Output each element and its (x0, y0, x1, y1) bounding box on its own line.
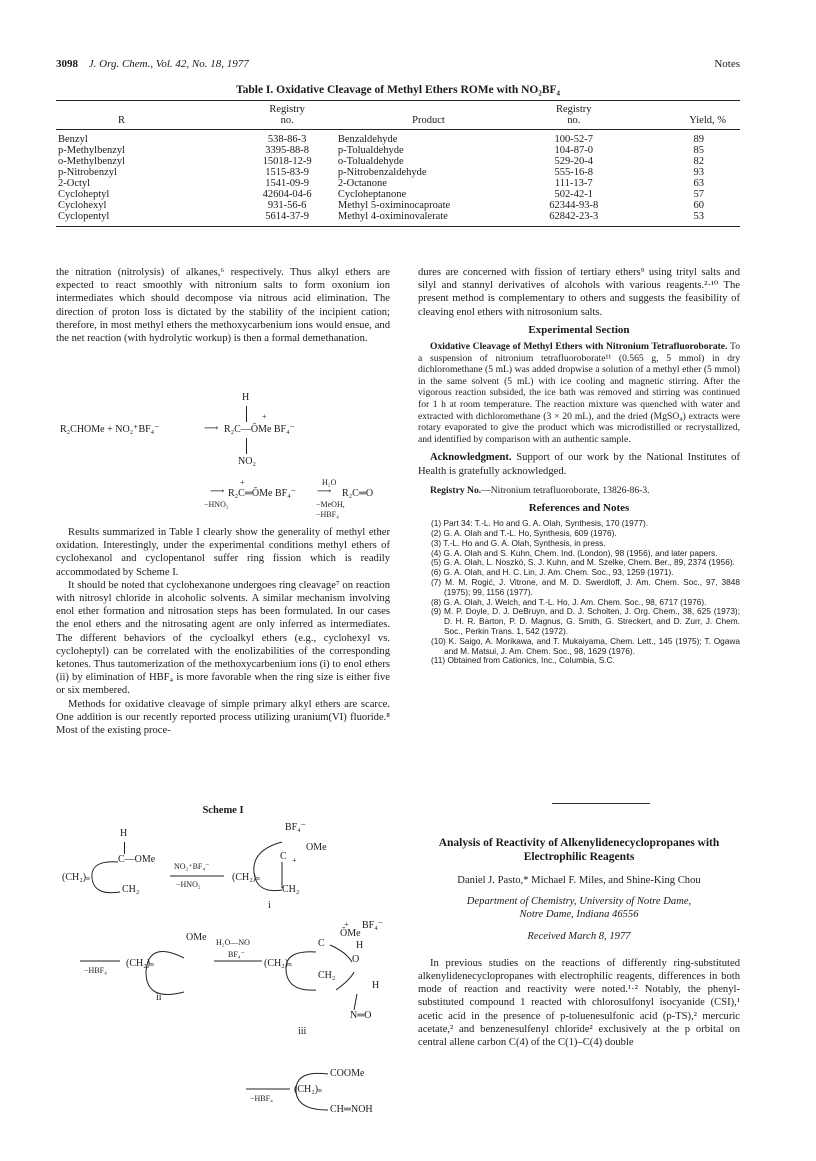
cell-product: Benzaldehyde (337, 134, 398, 145)
header-product: Product (336, 115, 521, 130)
scheme-c: C (318, 938, 325, 949)
reference-item: (4) G. A. Olah and S. Kuhn, Chem. Ind. (London), 98 (1956), and later papers. (431, 547, 718, 558)
ack-body: Support of our work by the National Institutes of Health is gratefully acknowledged. (418, 452, 740, 477)
scheme-h3: H (372, 980, 380, 991)
scheme-bf4b: BF₄⁻ (228, 950, 245, 959)
eq-plus: + (262, 412, 267, 421)
eq-arrow: ⟶ (317, 486, 332, 497)
cell-r: p-Methylbenzyl (58, 145, 126, 156)
scheme-minus-hno2: −HNO₂ (176, 880, 201, 889)
scheme-ome2: OMe (186, 932, 207, 943)
scheme-coome: COOMe (330, 1068, 365, 1079)
cell-reg: 111-13-7 (554, 178, 593, 189)
page-number: 3098 (56, 58, 78, 70)
eq-h: H (242, 392, 250, 403)
scheme-ch2n: (CH₂)ₙ (294, 1084, 323, 1095)
article-separator (552, 803, 650, 804)
scheme-h: H (120, 828, 128, 839)
reference-item: (8) G. A. Olah, J. Welch, and T.-L. Ho, J. Am. Chem. Soc., 98, 6717 (1976). (431, 596, 707, 607)
scheme-label-iii: iii (298, 1026, 307, 1037)
article-title: Analysis of Reactivity of Alkenylidenecyclopropanes with Electrophilic Reagents (438, 837, 720, 863)
scheme-minus-hbf4: −HBF₄ (84, 966, 107, 975)
reference-item: (10) K. Saigo, A. Morikawa, and T. Mukaiyama, Chem. Lett., 145 (1975); T. Ogawa and M. Matsui, J. Am. Chem. Soc., 98, 1629 (1976). (431, 635, 740, 656)
cell-reg: 100-52-7 (554, 134, 594, 145)
cell-reg: 1541-09-9 (265, 178, 309, 189)
cell-reg: 42604-04-6 (262, 189, 312, 200)
scheme-plus: + (344, 920, 349, 929)
paragraph: the nitration (nitrolysis) of alkanes,⁶ respectively. Thus alkyl ethers are expected to react smoothly with nitronium salts to form oxonium ion intermediates which should decompose via nitrous acid elimination. The direction of proton loss is dictated by the stability of the incipient cation; therefore, in most methyl ethers the methoxycarbenium ions would ensue, and the net reaction (with hydrolytic workup) is then a formal demethanation. (56, 267, 390, 345)
paragraph: dures are concerned with fission of tertiary ethers⁹ using trityl salts and silyl and stannyl derivatives of alcohols with various reagents.²·¹⁰ The present method is complementary to others and suggests the feasibility of cleaving enol ethers with nitrosonium salts. (418, 267, 740, 318)
cell-yield: 89 (693, 134, 704, 145)
paragraph: It should be noted that cyclohexanone undergoes ring cleavage⁷ on reaction with nitrosyl chloride in alcoholic solvents. A similar mechanism involving enol ether formation and nitrosation steps has been formulated. In our cases the enol ethers and the nitrosating agent are only inferred as intermediates. The different behaviors of the cycloalkyl ethers (e.g., cyclohexyl vs. cycloheptyl) can be correlated with the enolizabilities of the corresponding ketones. Thus tautomerization of the methoxycarbenium ions (i) to enol ethers (ii) by elimination of HBF₄ is more favorable when the ring size is either five or six membered. (56, 579, 390, 697)
paragraph: In previous studies on the reactions of differently ring-substituted alkenylidenecyclopropanes with electrophilic reagents, differences in both mode of reaction and reactivity were noted.¹·² Notably, the phenyl-substituted compound 1 reacted with chlorosulfonyl isocyanide (CSI),¹ acetic acid in the presence of p-toluenesulfonic acid (p-TS),² mercuric acetate,² and benzenesulfenyl chloride² exclusively at the p orbital on central allene carbon C(4) of the C(1)–C(4) double (418, 957, 740, 1049)
eq-lhs: R₂CHOMe + NO₂⁺BF₄⁻ (60, 424, 160, 435)
reference-item: (7) M. M. Rogić, J. Vitrone, and M. D. Swerdloff, J. Am. Chem. Soc., 97, 3848 (1975); 99, 1156 (1977). (431, 576, 740, 597)
eq-minus-hno2: −HNO₂ (204, 500, 229, 509)
affiliation-line: Department of Chemistry, University of Notre Dame, (466, 896, 692, 908)
scheme-ch2: CH₂ (282, 884, 300, 895)
header-registry: Registry (521, 101, 626, 116)
acknowledgment (418, 451, 740, 477)
cell-reg: 529-20-4 (554, 156, 594, 167)
cell-product: Cycloheptanone (337, 189, 407, 200)
eq-hbf4: −HBF₄ (316, 510, 339, 519)
right-column (418, 266, 740, 666)
registry-body: —Nitronium tetrafluoroborate, 13826-86-3. (481, 484, 650, 496)
cell-reg: 3395-88-8 (265, 145, 309, 156)
reference-item: (1) Part 34: T.-L. Ho and G. A. Olah, Synthesis, 170 (1977). (431, 518, 649, 529)
eq-arrow: ⟶ (210, 486, 225, 497)
cell-r: Cyclohexyl (58, 200, 107, 211)
reference-item: (6) G. A. Olah, and H. C. Lin, J. Am. Chem. Soc., 93, 1259 (1971). (431, 567, 674, 578)
cell-r: Cyclopentyl (56, 211, 238, 227)
cell-reg: 555-16-8 (554, 167, 594, 178)
scheme-ch2n: (CH₂)ₙ (264, 958, 293, 969)
cell-reg: 62842-23-3 (521, 211, 626, 227)
reference-item: (2) G. A. Olah and T.-L. Ho, Synthesis, 609 (1976). (431, 527, 617, 538)
header-no: no. (521, 115, 626, 130)
scheme-bf4c: BF₄⁻ (362, 920, 383, 931)
header-r: R (56, 115, 238, 130)
cell-product: Methyl 5-oximinocaproate (337, 200, 451, 211)
cell-product: o-Tolualdehyde (337, 156, 404, 167)
scheme-ch2n: (CH₂)ₙ (232, 872, 261, 883)
scheme-title: Scheme I (202, 805, 244, 816)
scheme-ch2: CH₂ (318, 970, 336, 981)
scheme-reagent: NO₂⁺BF₄⁻ (174, 862, 210, 871)
experimental-heading: Experimental Section (528, 323, 630, 336)
cell-reg: 5614-37-9 (238, 211, 336, 227)
scheme-c: C (280, 851, 287, 862)
scheme-h2: H (356, 940, 364, 951)
scheme-label-i: i (268, 900, 271, 911)
scheme-ch2n: (CH₂)ₙ (62, 872, 91, 883)
cell-yield: 57 (693, 189, 704, 200)
cell-reg: 1515-83-9 (265, 167, 309, 178)
cell-r: Benzyl (58, 134, 88, 145)
reference-item: (3) T.-L. Ho and G. A. Olah, Synthesis, in press. (431, 537, 606, 548)
eq-h2o: H₂O (322, 478, 337, 487)
experimental-paragraph (418, 341, 740, 445)
scheme-h2o-no: H₂O—NO (216, 938, 250, 947)
references-list (418, 519, 740, 666)
eq-meoh: −MeOH, (316, 500, 345, 509)
scheme-ch2n: (CH₂)ₙ (126, 958, 155, 969)
scheme-minus-hbf4b: −HBF₄ (250, 1094, 273, 1103)
scheme-ch2: CH₂ (122, 884, 140, 895)
scheme-ome: OMe (306, 842, 327, 853)
cell-reg: 931-56-6 (267, 200, 307, 211)
cell-yield: 60 (693, 200, 704, 211)
cell-reg: 104-87-0 (554, 145, 594, 156)
table-title: Table I. Oxidative Cleavage of Methyl Ethers ROMe with NO₂BF₄ (236, 84, 560, 96)
journal-citation: J. Org. Chem., Vol. 42, No. 18, 1977 (88, 58, 249, 70)
cell-yield: 93 (693, 167, 704, 178)
cell-reg: 538-86-3 (267, 134, 307, 145)
cell-yield: 85 (693, 145, 704, 156)
eq-no2: NO₂ (238, 456, 256, 467)
new-article (418, 836, 740, 1049)
scheme-o: O (352, 954, 360, 965)
paragraph: Results summarized in Table I clearly show the generality of methyl ether oxidation. Interestingly, under the experimental conditions methyl ethers of cyclohexanol and cyclopentanol suffer ring fission which is readily accommodated by Scheme I. (56, 527, 390, 578)
eq-plus: + (240, 478, 245, 487)
scheme-ch-noh: CH═NOH (330, 1104, 373, 1115)
cell-product: p-Tolualdehyde (337, 145, 404, 156)
eq-row2: R₂C═ŎMe BF₄⁻ (228, 488, 296, 499)
cell-reg: 15018-12-9 (262, 156, 312, 167)
cell-r: p-Nitrobenzyl (58, 167, 117, 178)
reference-item: (11) Obtained from Cationics, Inc., Columbia, S.C. (431, 655, 615, 666)
cell-product: p-Nitrobenzaldehyde (337, 167, 427, 178)
reference-item: (9) M. P. Doyle, D. J. DeBruyn, and D. J. Scholten, J. Org. Chem., 38, 625 (1973); D. H. R. Barton, P. D. Magnus, G. Smith, G. Streckert, and D. Zurr, J. Chem. Soc., Perkin Trans. 1, 542 (1972). (431, 606, 740, 636)
cell-yield: 63 (693, 178, 704, 189)
affiliation-line: Notre Dame, Indiana 46556 (519, 909, 639, 921)
scheme-label-ii: ii (156, 992, 162, 1003)
scheme-ome3: ŎMe (340, 928, 361, 939)
cell-r: o-Methylbenzyl (58, 156, 126, 167)
ack-title: Acknowledgment. (430, 452, 512, 464)
article-authors: Daniel J. Pasto,* Michael F. Miles, and Shine-King Chou (457, 875, 701, 886)
scheme-n-o: N═O (350, 1010, 372, 1021)
scheme-plus: + (292, 856, 297, 865)
eq-rhs: R₂C═O (342, 488, 374, 499)
cell-r: Cycloheptyl (58, 189, 110, 200)
scheme-bf4: BF₄⁻ (285, 822, 306, 833)
reference-item: (5) G. A. Olah, L. Noszkó, S. J. Kuhn, and M. Szelke, Chem. Ber., 89, 2374 (1956). (431, 557, 735, 568)
experimental-body: To a suspension of nitronium tetrafluoroborate¹¹ (0.565 g, 5 mmol) in dry dichloromethane (5 mL) was added dropwise a solution of a methyl ether (5 mmol) in the same solvent (5 mL) with ice cooling and magnetic stirring. After the vigorous reaction subsided, the ice bath was removed and stirring was continued for 1 h at room temperature. The reaction mixture was quenched with water and extracted with dichloromethane (3 × 20 mL), and the dried (MgSO₄) extracts were rotary evaporated to give the product which was microdistilled or recrystallized, and identified by comparison with an authentic sample. (418, 341, 740, 445)
eq-arrow: ⟶ (204, 423, 219, 434)
eq-mid: R₂C—ŎMe BF₄⁻ (224, 424, 295, 435)
cell-yield: 53 (626, 211, 740, 227)
received-date: Received March 8, 1977 (527, 930, 631, 942)
experimental-title: Oxidative Cleavage of Methyl Ethers with Nitronium Tetrafluoroborate. (430, 341, 728, 353)
header-yield: Yield, % (626, 115, 740, 130)
cell-r: 2-Octyl (58, 178, 91, 189)
paragraph: Methods for oxidative cleavage of simple primary alkyl ethers are scarce. One addition is our recently reported process utilizing uranium(VI) fluoride.⁸ Most of the existing proce- (56, 698, 390, 737)
cell-product: 2-Octanone (337, 178, 387, 189)
cell-yield: 82 (693, 156, 704, 167)
references-heading: References and Notes (528, 501, 630, 514)
scheme-c-ome: C—OMe (118, 854, 156, 865)
section-label: Notes (714, 58, 740, 70)
cell-product: Methyl 4-oximinovalerate (336, 211, 521, 227)
cell-reg: 502-42-1 (554, 189, 594, 200)
header-no: no. (238, 115, 336, 130)
registry-title: Registry No. (430, 484, 482, 496)
cell-reg: 62344-93-8 (549, 200, 599, 211)
header-registry: Registry (238, 101, 336, 116)
registry-numbers (418, 484, 740, 497)
